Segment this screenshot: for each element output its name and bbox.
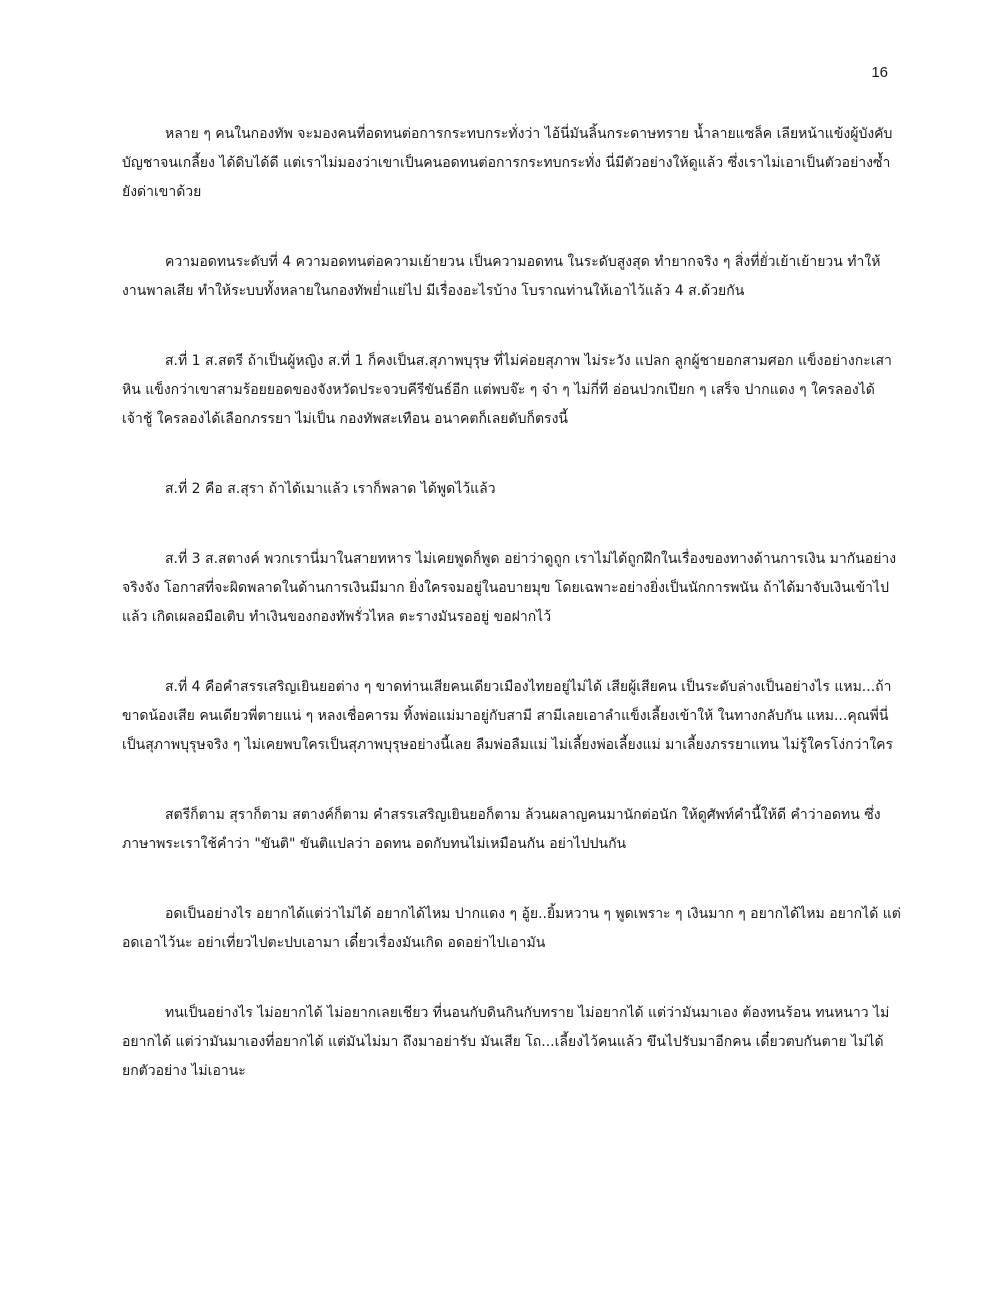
paragraph: ส.ที่ 3 ส.สตางค์ พวกเรานี่มาในสายทหาร ไม่เคยพูดก็พูด อย่าว่าดูถูก เราไม่ได้ถูกฝึกในเรื่องของทางด้านการเงิน มากันอย่างจริงจัง โอกาสที่จะผิดพลาดในด้านการเงินมีมาก ยิ่งใครจมอยู่ในอบายมุข โดยเฉพาะอย่างยิ่งเป็นนักการพนัน ถ้าได้มาจับเงินเข้าไปแล้ว เกิดเผลอมือเติบ ทำเงินของกองทัพรั่วไหล ตะรางมันรออยู่ ขอฝากไว้	[122, 551, 897, 625]
paragraph: ทนเป็นอย่างไร ไม่อยากได้ ไม่อยากเลยเชียว ที่นอนกับดินกินกับทราย ไม่อยากได้ แต่ว่ามันมาเอง ต้องทนร้อน ทนหนาว ไม่อยากได้ แต่ว่ามันมาเองที่อยากได้ แต่มันไม่มา ถึงมาอย่ารับ มันเสีย โถ...เลี้ยงไว้คนแล้ว ขึนไปรับมาอีกคน เดี๋ยวตบกันตาย ไม่ได้ ยกตัวอย่าง ไม่เอานะ	[122, 1005, 890, 1079]
document-body	[122, 120, 902, 1127]
paragraph: ส.ที่ 4 คือคำสรรเสริญเยินยอต่าง ๆ ขาดท่านเสียคนเดียวเมืองไทยอยู่ไม่ได้ เสียผู้เสียคน เป็นระดับล่างเป็นอย่างไร แหม...ถ้าขาดน้องเสีย คนเดียวพี่ตายแน่ ๆ หลงเชื่อคารม ทิ้งพ่อแม่มาอยู่กับสามี สามีเลยเอาลำแข็งเลี้ยงเข้าให้ ในทางกลับกัน แหม...คุณพี่นี่ เป็นสุภาพบุรุษจริง ๆ ไม่เคยพบใครเป็นสุภาพบุรุษอย่างนี้เลย ลืมพ่อลืมแม่ ไม่เลี้ยงพ่อเลี้ยงแม่ มาเลี้ยงภรรยาแทน ไม่รู้ใครโง่กว่าใคร	[122, 679, 894, 753]
paragraph: ส.ที่ 1 ส.สตรี ถ้าเป็นผู้หญิง ส.ที่ 1 ก็คงเป็นส.สุภาพบุรุษ ที่ไม่ค่อยสุภาพ ไม่ระวัง แปลก ลูกผู้ชายอกสามศอก แข็งอย่างกะเสาหิน แข็งกว่าเขาสามร้อยยอดของจังหวัดประจวบคีรีขันธ์อีก แต่พบจ๊ะ ๆ จ๋า ๆ ไม่กี่ที อ่อนปวกเปียก ๆ เสร็จ ปากแดง ๆ ใครลองได้เจ้าชู้ ใครลองได้เลือกภรรยา ไม่เป็น กองทัพสะเทือน อนาคตก็เลยดับก็ตรงนี้	[122, 353, 892, 427]
paragraph: อดเป็นอย่างไร อยากได้แต่ว่าไม่ได้ อยากได้ไหม ปากแดง ๆ อู้ย..ยิ้มหวาน ๆ พูดเพราะ ๆ เงินมาก ๆ อยากได้ไหม อยากได้ แต่อดเอาไว้นะ อย่าเที่ยวไปตะปบเอามา เดี๋ยวเรื่องมันเกิด อดอย่าไปเอามัน	[122, 906, 901, 951]
paragraph: สตรีก็ตาม สุราก็ตาม สตางค์ก็ตาม คำสรรเสริญเยินยอก็ตาม ล้วนผลาญคนมานักต่อนัก ให้ดูศัพท์คำนี้ให้ดี คำว่าอดทน ซึ่งภาษาพระเราใช้คำว่า "ขันติ" ขันติแปลว่า อดทน อดกับทนไม่เหมือนกัน อย่าไปปนกัน	[122, 807, 881, 852]
paragraph: ส.ที่ 2 คือ ส.สุรา ถ้าได้เมาแล้ว เราก็พลาด ได้พูดไว้แล้ว	[165, 481, 496, 497]
paragraph: ความอดทนระดับที่ 4 ความอดทนต่อความเย้ายวน เป็นความอดทน ในระดับสูงสุด ทำยากจริง ๆ สิ่งที่ยั่วเย้าเย้ายวน ทำให้งานพาลเสีย ทำให้ระบบทั้งหลายในกองทัพย่ำแย่ไป มีเรื่องอะไรบ้าง โบราณท่านให้เอาไว้แล้ว 4 ส.ด้วยกัน	[122, 254, 881, 299]
page-number: 16	[871, 64, 888, 81]
paragraph: หลาย ๆ คนในกองทัพ จะมองคนที่อดทนต่อการกระทบกระทั่งว่า ไอ้นี่มันลิ้นกระดาษทราย น้ำลายแซล็ค เลียหน้าแข้งผู้บังคับบัญชาจนเกลี้ยง ได้ดิบได้ดี แต่เราไม่มองว่าเขาเป็นคนอดทนต่อการกระทบกระทั่ง นี่มีตัวอย่างให้ดูแล้ว ซึ่งเราไม่เอาเป็นตัวอย่างซ้ำยังด่าเขาด้วย	[122, 126, 893, 200]
